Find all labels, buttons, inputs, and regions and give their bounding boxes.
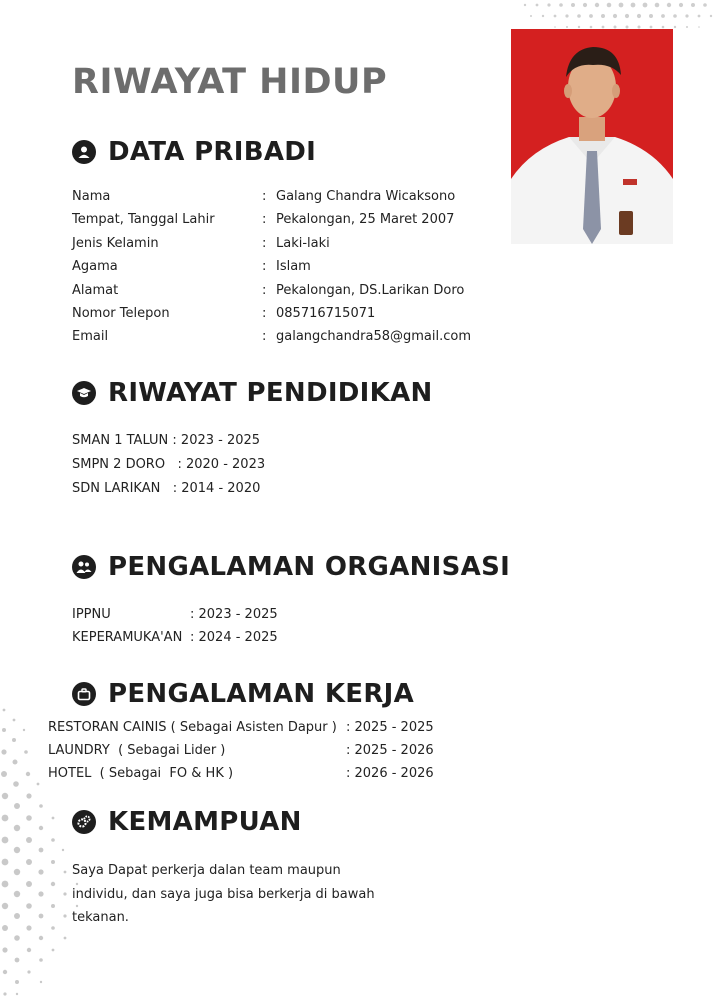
work-name: LAUNDRY ( Sebagai Lider ) — [48, 743, 226, 758]
education-item: SMAN 1 TALUN : 2023 - 2025 — [72, 433, 261, 448]
user-icon — [72, 140, 96, 164]
separator: : — [262, 329, 267, 344]
separator: : — [262, 283, 267, 298]
work-period: : 2025 - 2026 — [346, 743, 434, 758]
organization-name: IPPNU — [72, 607, 111, 622]
section-title: PENGALAMAN KERJA — [108, 679, 415, 709]
value-nomor-telepon: 085716715071 — [276, 306, 376, 321]
work-name: RESTORAN CAINIS ( Sebagai Asisten Dapur ) — [48, 720, 337, 735]
separator: : — [262, 259, 267, 274]
value-alamat: Pekalongan, DS.Larikan Doro — [276, 283, 465, 298]
briefcase-icon — [72, 682, 96, 706]
group-icon — [72, 555, 96, 579]
work-period: : 2026 - 2026 — [346, 766, 434, 781]
section-title: PENGALAMAN ORGANISASI — [108, 552, 511, 582]
section-pengalaman-organisasi — [72, 552, 510, 582]
label-alamat: Alamat — [72, 283, 119, 298]
profile-photo — [511, 29, 673, 244]
person-photo-icon — [511, 29, 673, 244]
label-nomor-telepon: Nomor Telepon — [72, 306, 170, 321]
separator: : — [262, 189, 267, 204]
page-title: RIWAYAT HIDUP — [72, 62, 388, 102]
label-tempat-tanggal-lahir: Tempat, Tanggal Lahir — [72, 212, 215, 227]
section-pengalaman-kerja — [72, 679, 414, 709]
label-nama: Nama — [72, 189, 111, 204]
separator: : — [262, 236, 267, 251]
section-riwayat-pendidikan — [72, 378, 433, 408]
work-period: : 2025 - 2025 — [346, 720, 434, 735]
label-agama: Agama — [72, 259, 118, 274]
organization-period: : 2023 - 2025 — [190, 607, 278, 622]
value-nama: Galang Chandra Wicaksono — [276, 189, 456, 204]
separator: : — [262, 212, 267, 227]
education-item: SDN LARIKAN : 2014 - 2020 — [72, 481, 261, 496]
education-item: SMPN 2 DORO : 2020 - 2023 — [72, 457, 266, 472]
label-email: Email — [72, 329, 109, 344]
graduation-cap-icon — [72, 381, 96, 405]
gears-icon — [72, 810, 96, 834]
value-email: galangchandra58@gmail.com — [276, 329, 471, 344]
section-data-pribadi — [72, 137, 316, 167]
section-title: DATA PRIBADI — [108, 137, 317, 167]
section-kemampuan — [72, 807, 302, 837]
value-agama: Islam — [276, 259, 311, 274]
section-title: KEMAMPUAN — [108, 807, 302, 837]
value-jenis-kelamin: Laki-laki — [276, 236, 330, 251]
value-tempat-tanggal-lahir: Pekalongan, 25 Maret 2007 — [276, 212, 455, 227]
organization-period: : 2024 - 2025 — [190, 630, 278, 645]
organization-name: KEPERAMUKA'AN — [72, 630, 183, 645]
separator: : — [262, 306, 267, 321]
skills-description: Saya Dapat perkerja dalan team maupun individu, dan saya juga bisa berkerja di bawah tekanan. — [72, 863, 375, 925]
halftone-decoration-bottom — [0, 690, 110, 1000]
work-name: HOTEL ( Sebagai FO & HK ) — [48, 766, 234, 781]
section-title: RIWAYAT PENDIDIKAN — [108, 378, 433, 408]
label-jenis-kelamin: Jenis Kelamin — [72, 236, 159, 251]
